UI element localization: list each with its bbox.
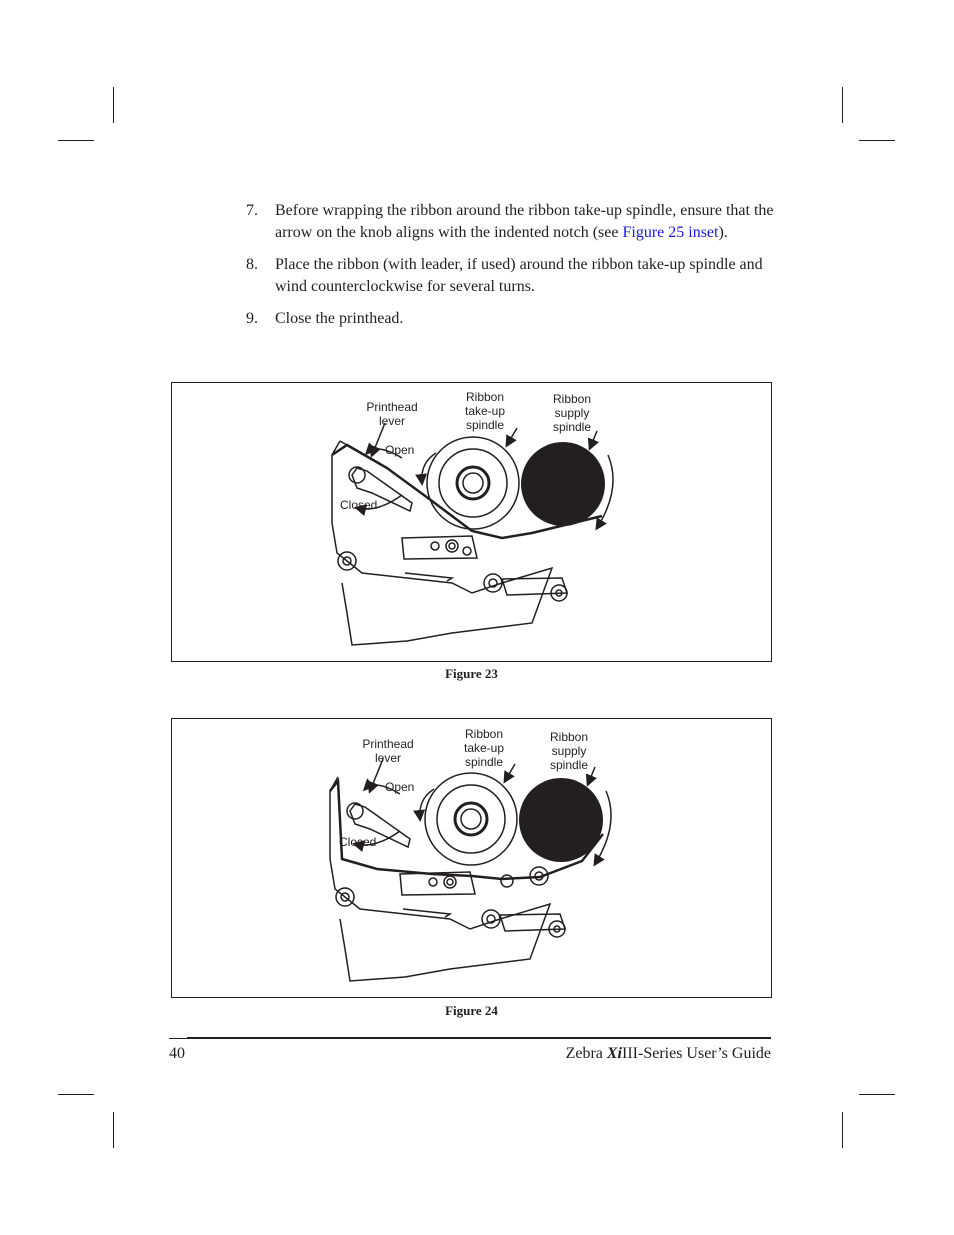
crop-mark <box>58 1094 94 1095</box>
crop-mark <box>113 87 114 123</box>
ribbon-supply-roll <box>519 778 603 862</box>
label-printhead-lever-1: Printhead <box>366 400 418 414</box>
step-number: 8. <box>246 256 258 273</box>
crop-mark <box>842 87 843 123</box>
label-open: Open <box>385 443 415 457</box>
step-text <box>275 200 776 243</box>
label-supply-1: Ribbon <box>552 392 592 406</box>
label-closed: Closed <box>340 498 378 512</box>
label-takeup-1: Ribbon <box>465 390 505 404</box>
crop-mark <box>58 140 94 141</box>
step-text: Close the printhead. <box>275 310 404 327</box>
title-emphasis: Xi <box>606 1045 622 1062</box>
step-text-end: ). <box>718 223 728 241</box>
label-printhead-lever-2: lever <box>378 414 406 428</box>
label-supply-1: Ribbon <box>549 730 589 744</box>
label-printhead-lever-2: lever <box>374 751 402 765</box>
label-closed: Closed <box>339 835 377 849</box>
printhead-diagram-23 <box>172 383 771 661</box>
crop-mark <box>113 1112 114 1148</box>
figure-24-caption: Figure 24 <box>445 1003 498 1018</box>
label-supply-2: supply <box>554 406 590 420</box>
figure-23-caption: Figure 23 <box>445 666 498 681</box>
crop-mark <box>859 140 895 141</box>
printhead-diagram-24 <box>172 719 771 997</box>
footer-rule <box>187 1037 771 1039</box>
crop-mark <box>859 1094 895 1095</box>
crop-mark <box>842 1112 843 1148</box>
label-supply-2: supply <box>551 744 587 758</box>
label-open: Open <box>385 780 415 794</box>
label-takeup-1: Ribbon <box>464 727 504 741</box>
step-text-start: Before wrapping the ribbon around the ribbon take-up spindle, ensure that the arrow on the knob aligns with the indented notch (see <box>275 202 774 241</box>
figure-25-link[interactable]: Figure 25 inset <box>622 223 719 241</box>
label-takeup-3: spindle <box>464 755 504 769</box>
footer-rule-start <box>169 1038 189 1039</box>
procedure-steps <box>246 200 776 341</box>
figure-23 <box>171 382 772 662</box>
title-prefix: Zebra <box>565 1045 607 1062</box>
step-9 <box>246 308 776 330</box>
step-number: 9. <box>246 310 258 327</box>
label-supply-3: spindle <box>549 758 589 772</box>
step-text: Place the ribbon (with leader, if used) around the ribbon take-up spindle and wind counterclockwise for several turns. <box>275 256 763 295</box>
ribbon-supply-roll <box>521 442 605 526</box>
label-takeup-3: spindle <box>465 418 505 432</box>
figure-24 <box>171 718 772 998</box>
document-title <box>566 1045 771 1063</box>
label-supply-3: spindle <box>552 420 592 434</box>
step-number: 7. <box>246 202 258 219</box>
label-printhead-lever-1: Printhead <box>362 737 414 751</box>
label-takeup-2: take-up <box>464 404 506 418</box>
title-suffix: III-Series User’s Guide <box>622 1045 771 1062</box>
page-number: 40 <box>169 1045 185 1062</box>
step-8 <box>246 254 776 297</box>
label-takeup-2: take-up <box>463 741 505 755</box>
step-7 <box>246 200 776 243</box>
